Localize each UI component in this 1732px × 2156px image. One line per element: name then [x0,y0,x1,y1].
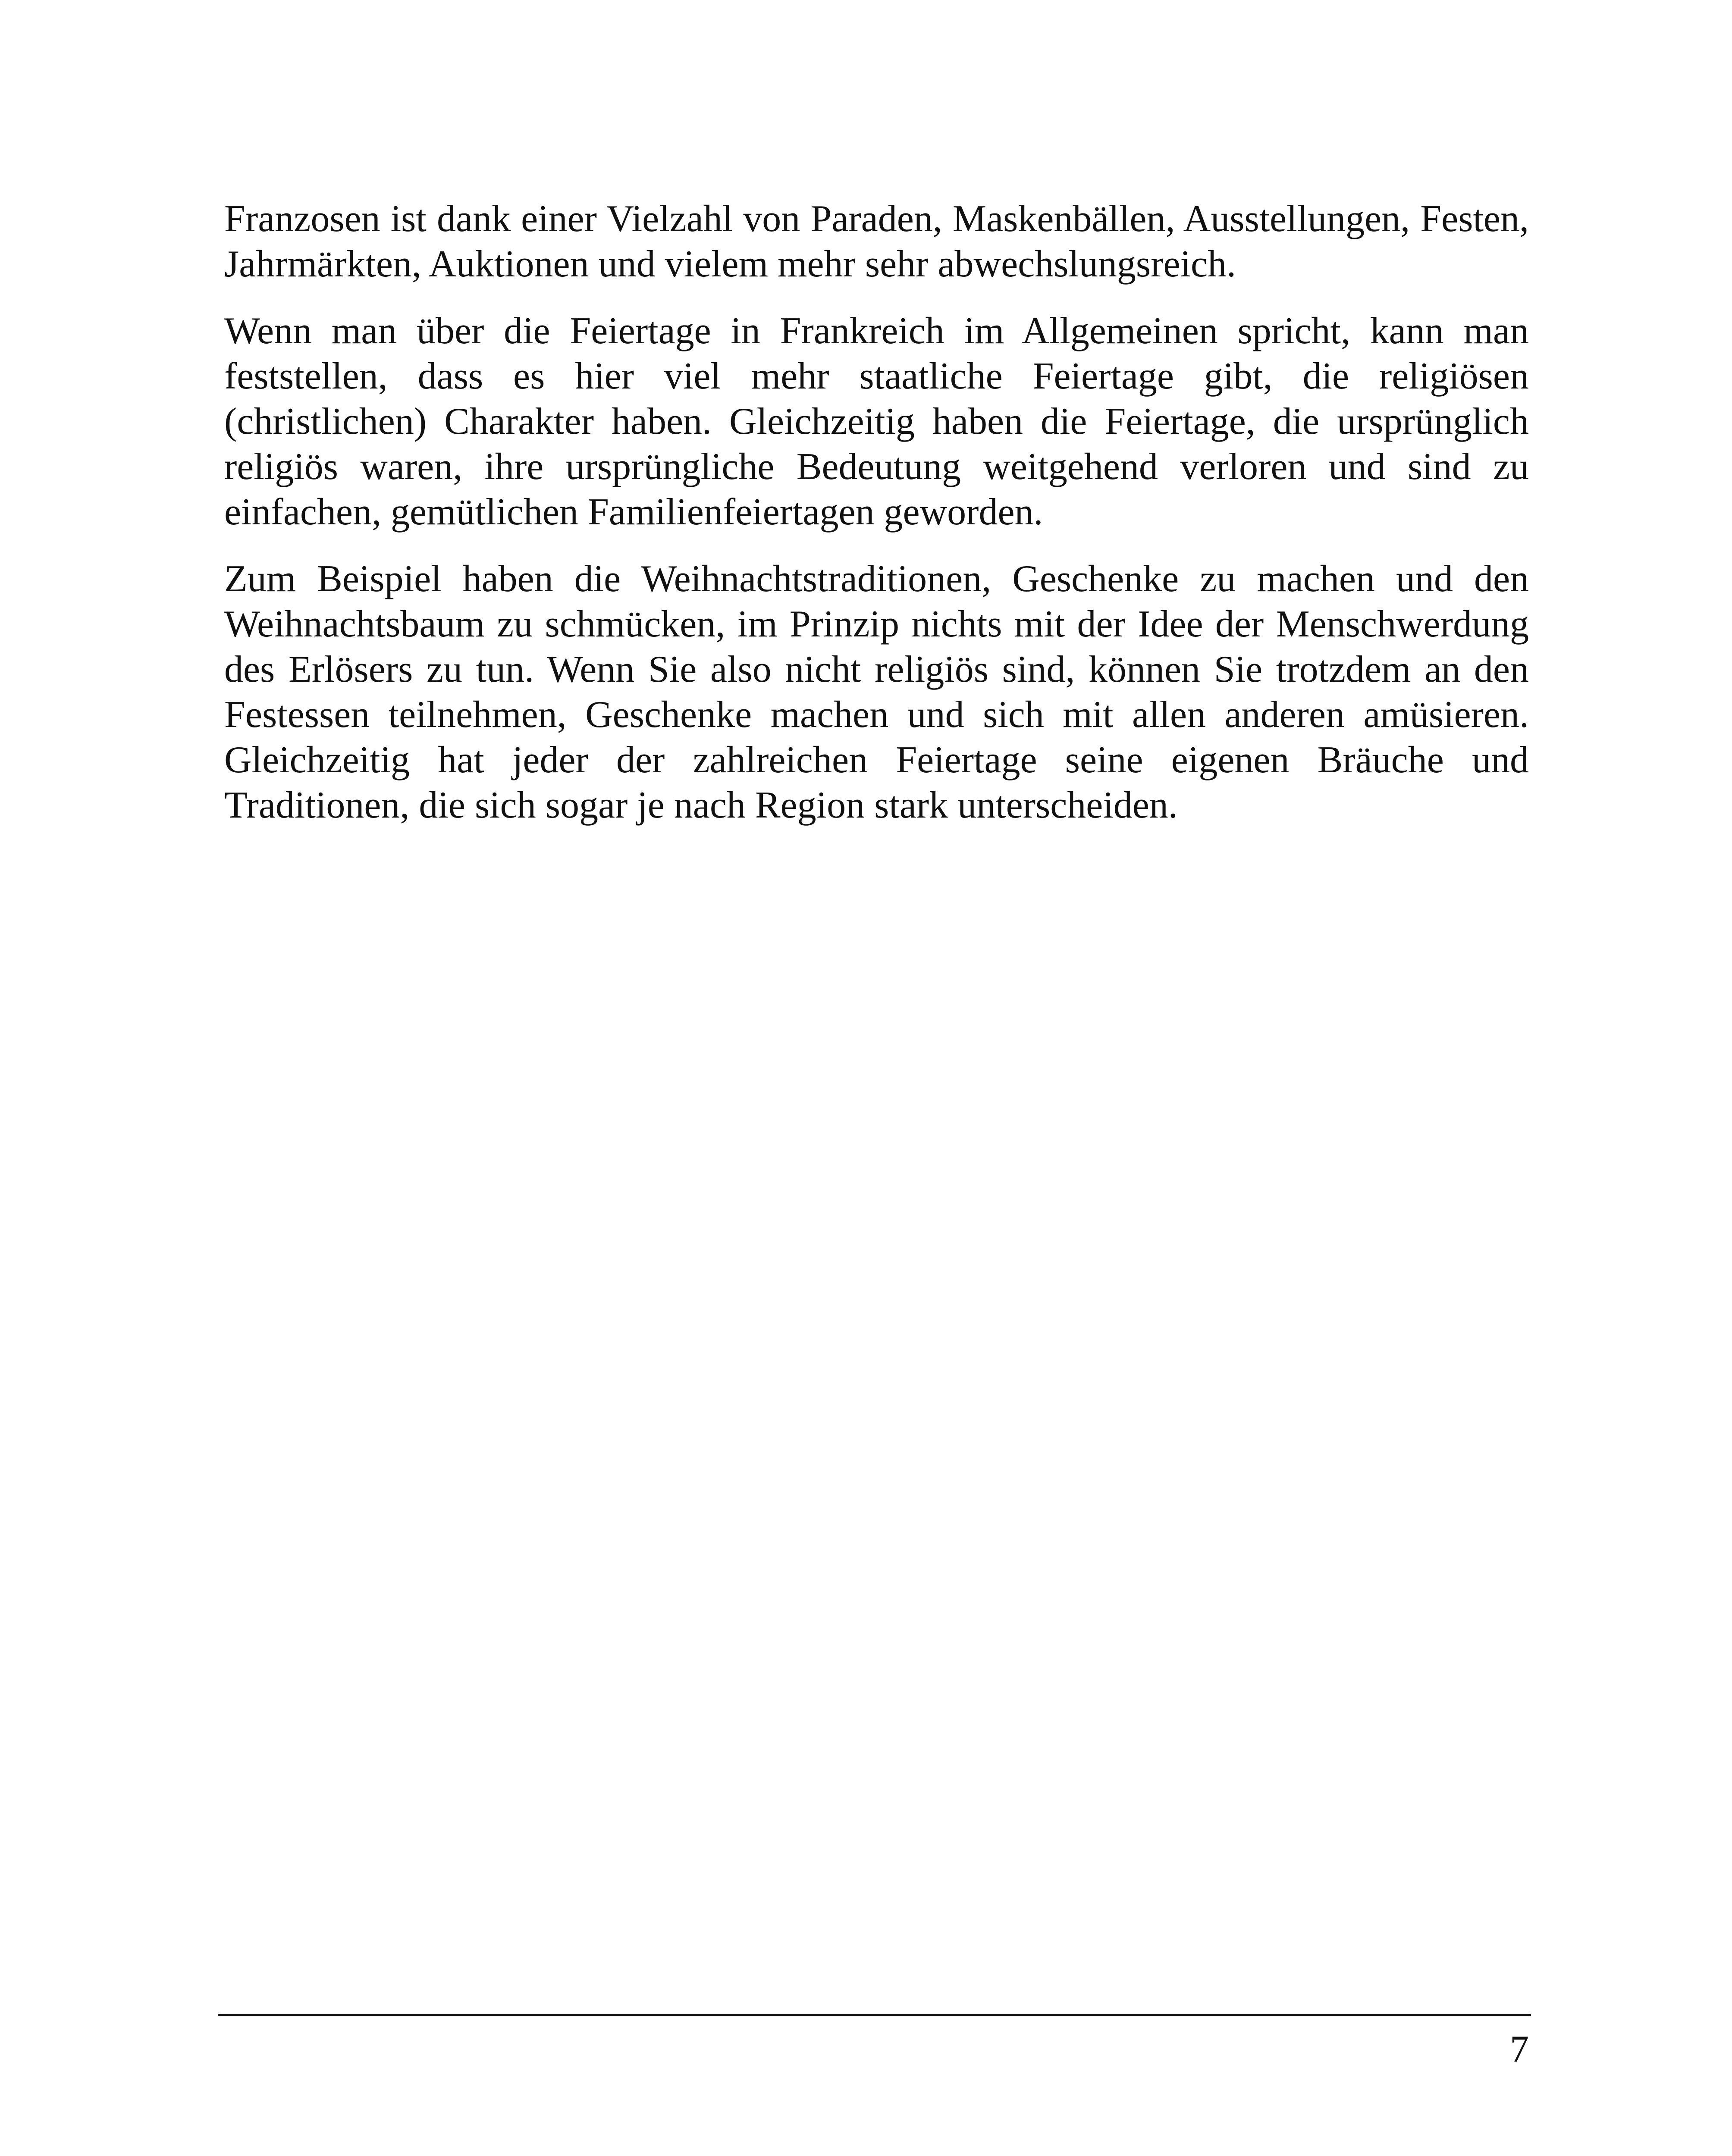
paragraph-2: Wenn man über die Feiertage in Frankreich im Allgemeinen spricht, kann man feststellen, dass es hier viel mehr staatliche Feiertage gibt, die religiösen (christlichen) Charakter haben. Gleichzeitig haben die Feiertage, die ursprünglich religiös waren, ihre ursprüngliche Bedeutung weitgehend verloren und sind zu einfachen, gemütlichen Familienfeiertagen geworden. [224,310,1529,533]
paragraph-1: Franzosen ist dank einer Vielzahl von Paraden, Maskenbällen, Ausstellungen, Festen, Jahrmärkten, Auktionen und vielem mehr sehr abwechslungsreich. [224,198,1529,285]
body-text [224,196,1529,849]
paragraph-3: Zum Beispiel haben die Weihnachtstraditionen, Geschenke zu machen und den Weihnachtsbaum zu schmücken, im Prinzip nichts mit der Idee der Menschwerdung des Erlösers zu tun. Wenn Sie also nicht religiös sind, können Sie trotzdem an den Festessen teilnehmen, Geschenke machen und sich mit allen anderen amüsieren. Gleichzeitig hat jeder der zahlreichen Feiertage seine eigenen Bräuche und Traditionen, die sich sogar je nach Region stark unterscheiden. [224,558,1529,826]
page-number: 7 [1510,2028,1529,2070]
footer-divider [218,2014,1531,2016]
